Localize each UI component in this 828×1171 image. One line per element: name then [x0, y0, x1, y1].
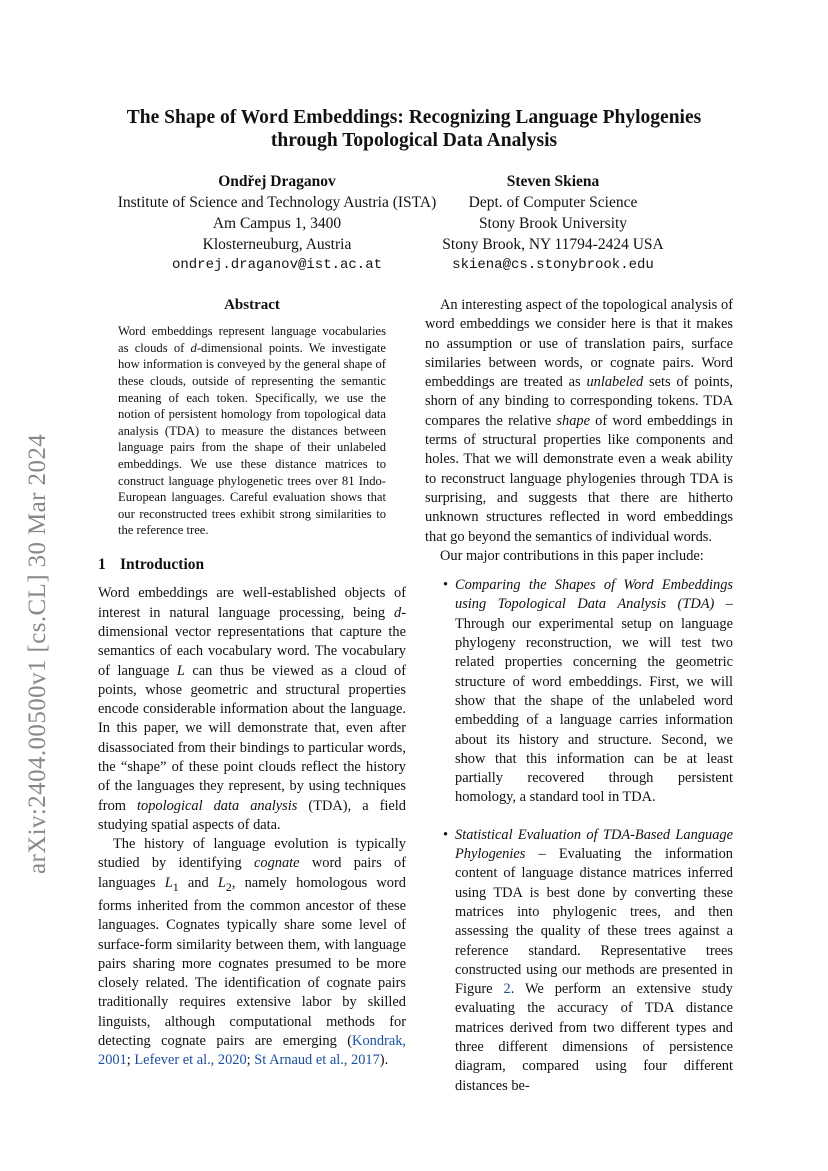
- citation-link[interactable]: Lefever et al., 2020: [134, 1052, 247, 1069]
- right-paragraph-2: Our major contributions in this paper include:: [440, 547, 704, 564]
- title-line-2: through Topological Data Analysis: [270, 130, 558, 151]
- author-email[interactable]: ondrej.draganov@ist.ac.at: [171, 257, 383, 273]
- citation-link[interactable]: Kondrak, 2001: [98, 1033, 406, 1069]
- paper-title: [60, 106, 768, 152]
- author-block-draganov: [102, 171, 452, 276]
- intro-paragraph-1: Word embeddings are well-established objects of interest in natural language processing, being d-dimensional vector representations that capture the semantics of each vocabulary word. The vocabulary of language L can thus be viewed as a cloud of points, whose geometric and structural properties encode considerable information about the language. In this paper, we will demonstrate that, even after disassociated from their bindings to particular words, the “shape” of these point clouds reflect the history of the languages they represent, by using techniques from topological data analysis (TDA), a field studying spatial aspects of data.: [98, 585, 406, 833]
- arxiv-stamp[interactable]: arXiv:2404.00500v1 [cs.CL] 30 Mar 2024: [24, 433, 51, 874]
- intro-paragraph-2: The history of language evolution is typically studied by identifying cognate word pairs of languages $L_1$ and $L_2$, namely homologous word forms inherited from the common ancestor of these languages. Cognates typically share some level of surface-form similarity between them, with language pairs sharing more cognates presumed to be more closely related. The identification of cognate pairs traditionally requires extensive labor by skilled linguists, although computational methods for detecting cognate pairs are emerging (Kondrak, 2001; Lefever et al., 2020; St Arnaud et al., 2017).: [98, 836, 406, 1069]
- abstract-text: Word embeddings represent language vocabularies as clouds of d-dimensional points. We investigate how information is conveyed by the general shape of these clouds, outside of representing the semantic meaning of each token. Specifically, we use the notion of persistent homology from topological data analysis (TDA) to measure the distances between language pairs from the shape of their unlabeled embeddings. We use these distance matrices to construct language phylogenetic trees over 81 Indo-European languages. Careful evaluation shows that our reconstructed trees exhibit strong similarities to the reference tree.: [118, 324, 387, 538]
- citation-link[interactable]: St Arnaud et al., 2017: [254, 1052, 380, 1069]
- author-name: Ondřej Draganov: [218, 173, 336, 190]
- author-address: Am Campus 1, 3400: [212, 215, 342, 232]
- right-column: [425, 296, 733, 1114]
- list-item: • Comparing the Shapes of Word Embeddings using Topological Data Analysis (TDA) – Through our experimental setup on language phylogeny reconstruction, we will test two related properties concerning the geometric structure of word embeddings. First, we will show that the shape of the unlabeled word embedding of a language carries information about its history and structure. Second, we show that this information can be at least partially recovered through persistent homology, a standard tool in TDA.: [443, 577, 734, 806]
- list-item: • Statistical Evaluation of TDA-Based Language Phylogenies – Evaluating the information content of language distance matrices inferred using TDA is best done by converting these matrices into phylogenic trees, and then assessing the quality of these trees against a reference standard. Representative trees constructed using our methods are presented in Figure 2. We perform an extensive study evaluating the accuracy of TDA distance matrices derived from two different types and three different dimensions of persistence diagram, compared using four different distances be-: [443, 826, 734, 1094]
- title-line-1: The Shape of Word Embeddings: Recognizing Language Phylogenies: [126, 107, 702, 128]
- author-city: Stony Brook, NY 11794-2424 USA: [442, 236, 664, 253]
- author-block-skiena: [428, 171, 678, 276]
- author-email[interactable]: skiena@cs.stonybrook.edu: [452, 257, 654, 273]
- contributions-list: [425, 576, 733, 1096]
- abstract-heading: Abstract: [224, 297, 280, 313]
- left-column: [98, 296, 406, 1071]
- author-address: Stony Brook University: [478, 215, 628, 232]
- section-heading-introduction: 1 Introduction: [98, 556, 205, 574]
- right-paragraph-1: An interesting aspect of the topological analysis of word embeddings we consider here is that it makes no assumption or use of translation pairs, surface similaries between words, or cognate pairs. Word embeddings are treated as unlabeled sets of points, shorn of any binding to corresponding tokens. TDA compares the relative shape of word embeddings in terms of structural properties like components and holes. That we will demonstrate even a weak ability to reconstruct language phylogenies through TDA is surprising, and suggests that there are hitherto unknown structures reflected in word embeddings that go beyond the semantics of individual words.: [425, 297, 733, 545]
- author-city: Klosterneuburg, Austria: [202, 236, 352, 253]
- author-affiliation: Dept. of Computer Science: [468, 194, 638, 211]
- author-affiliation: Institute of Science and Technology Austria (ISTA): [117, 194, 437, 211]
- figure-link[interactable]: 2: [503, 981, 511, 998]
- author-name: Steven Skiena: [506, 173, 600, 190]
